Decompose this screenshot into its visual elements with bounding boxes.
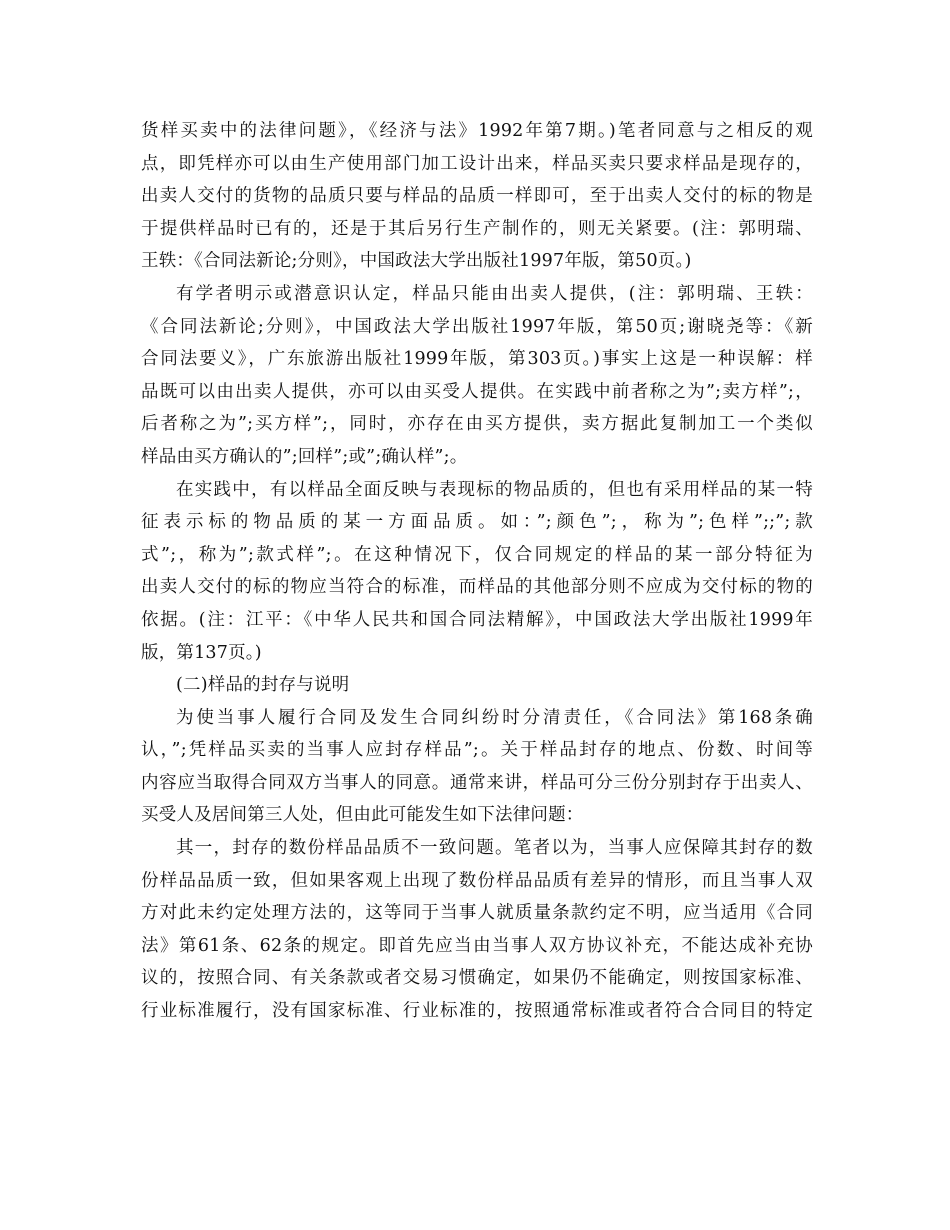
text-line: 议的，按照合同、有关条款或者交易习惯确定，如果仍不能确定，则按国家标准、 xyxy=(141,968,813,989)
text-line: 点，即凭样亦可以由生产使用部门加工设计出来，样品买卖只要求样品是现存的， xyxy=(141,153,813,174)
text-line: 式”;，称为”;款式样”;。在这种情况下，仅合同规定的样品的某一部分特征为 xyxy=(141,544,813,565)
text-line: 版，第137页。) xyxy=(141,642,262,663)
text-line: 方对此未约定处理方法的，这等同于当事人就质量条款约定不明，应当适用《合同 xyxy=(141,903,813,924)
text-line: 内容应当取得合同双方当事人的同意。通常来讲，样品可分三份分别封存于出卖人、 xyxy=(141,772,813,793)
text-line: 品既可以由出卖人提供，亦可以由买受人提供。在实践中前者称之为”;卖方样”;， xyxy=(141,381,813,402)
text-line: 在实践中，有以样品全面反映与表现标的物品质的，但也有采用样品的某一特 xyxy=(176,479,813,500)
text-line: 依据。(注：江平：《中华人民共和国合同法精解》，中国政法大学出版社1999年 xyxy=(141,609,813,630)
text-line: 为使当事人履行合同及发生合同纠纷时分清责任，《合同法》第168条确 xyxy=(176,707,813,728)
text-line: 后者称之为”;买方样”;，同时，亦存在由买方提供，卖方据此复制加工一个类似 xyxy=(141,414,813,435)
text-line: 行业标准履行，没有国家标准、行业标准的，按照通常标准或者符合合同目的特定 xyxy=(141,1001,813,1022)
text-line: 于提供样品时已有的，还是于其后另行生产制作的，则无关紧要。(注：郭明瑞、 xyxy=(141,218,813,239)
text-line: 其一，封存的数份样品品质不一致问题。笔者以为，当事人应保障其封存的数 xyxy=(176,838,813,859)
text-line: 征表示标的物品质的某一方面品质。如：”;颜色”;，称为”;色样”;;”;款 xyxy=(141,512,813,533)
text-line: 有学者明示或潜意识认定，样品只能由出卖人提供，(注：郭明瑞、王轶： xyxy=(176,283,813,304)
text-line: 出卖人交付的货物的品质只要与样品的品质一样即可，至于出卖人交付的标的物是 xyxy=(141,186,813,207)
body-text xyxy=(141,115,813,1028)
section-heading: (二)样品的封存与说明 xyxy=(176,675,350,696)
text-line: 法》第61条、62条的规定。即首先应当由当事人双方协议补充，不能达成补充协 xyxy=(141,935,813,956)
text-line: 合同法要义》，广东旅游出版社1999年版，第303页。)事实上这是一种误解：样 xyxy=(141,349,813,370)
text-line: 买受人及居间第三人处，但由此可能发生如下法律问题： xyxy=(141,805,584,826)
text-line: 《合同法新论;分则》，中国政法大学出版社1997年版，第50页;谢晓尧等：《新 xyxy=(141,316,813,337)
text-line: 认，”;凭样品买卖的当事人应封存样品”;。关于样品封存的地点、份数、时间等 xyxy=(141,740,813,761)
text-line: 货样买卖中的法律问题》，《经济与法》1992年第7期。)笔者同意与之相反的观 xyxy=(141,121,813,141)
text-line: 份样品品质一致，但如果客观上出现了数份样品品质有差异的情形，而且当事人双 xyxy=(141,870,813,891)
text-line: 王轶：《合同法新论;分则》，中国政法大学出版社1997年版，第50页。) xyxy=(141,251,692,272)
text-line: 出卖人交付的标的物应当符合的标准，而样品的其他部分则不应成为交付标的物的 xyxy=(141,577,813,598)
text-line: 样品由买方确认的”;回样”;或”;确认样”;。 xyxy=(141,446,468,467)
